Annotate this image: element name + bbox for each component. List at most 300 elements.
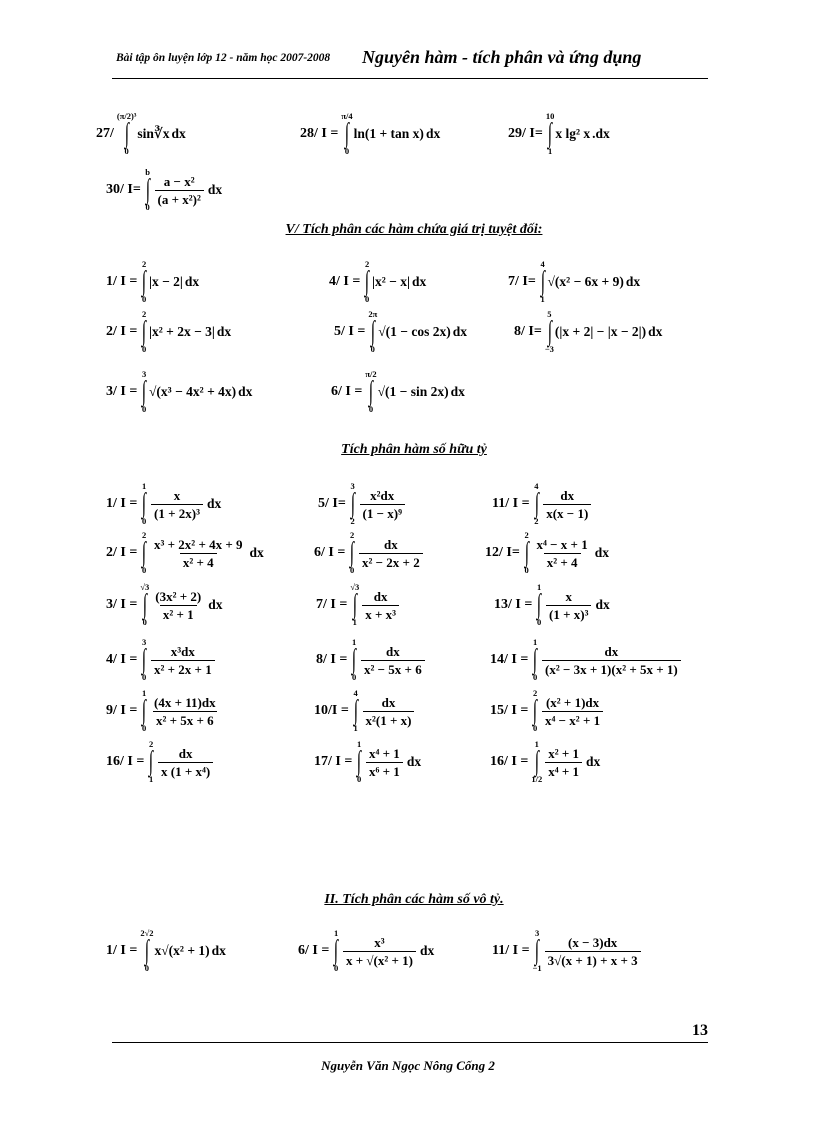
exercise-label: 8/ I= bbox=[514, 324, 542, 339]
fraction bbox=[362, 589, 399, 622]
exercise-label: 16/ I = bbox=[106, 754, 145, 769]
numerator: x⁴ + 1 bbox=[369, 745, 400, 761]
denominator: x + x³ bbox=[362, 605, 399, 622]
integral-exercise bbox=[490, 638, 683, 682]
differential: dx bbox=[249, 545, 264, 560]
integral-exercise bbox=[318, 482, 407, 526]
integral-symbol: ∫ bbox=[534, 488, 539, 519]
integral-symbol: ∫ bbox=[144, 935, 150, 966]
integral-sign bbox=[350, 638, 358, 682]
integral-symbol: ∫ bbox=[368, 376, 374, 407]
exercise-label: 15/ I = bbox=[490, 703, 529, 718]
integral-sign bbox=[140, 638, 148, 682]
lower-limit: 0 bbox=[144, 963, 150, 973]
upper-limit: 1 bbox=[142, 481, 147, 491]
integral-symbol: ∫ bbox=[142, 695, 147, 726]
integral-sign bbox=[365, 370, 376, 414]
differential: dx bbox=[238, 384, 253, 399]
integrand: √(x³ − 4x² + 4x) bbox=[149, 384, 237, 399]
integral-symbol: ∫ bbox=[547, 118, 553, 149]
integral-sign bbox=[523, 531, 531, 575]
upper-limit: 3 bbox=[350, 481, 355, 491]
exercise-label: 2/ I = bbox=[106, 324, 138, 339]
integrand: |x² + 2x − 3| bbox=[149, 324, 215, 339]
upper-limit: 2 bbox=[533, 688, 538, 698]
differential: dx bbox=[420, 943, 435, 958]
integrand: |x − 2| bbox=[149, 274, 183, 289]
upper-limit: 1 bbox=[357, 739, 362, 749]
integral-symbol: ∫ bbox=[540, 266, 545, 297]
lower-limit: 0 bbox=[142, 344, 147, 354]
page-number: 13 bbox=[692, 1022, 708, 1039]
lower-limit: 0 bbox=[142, 404, 147, 414]
exercise-label: 16/ I = bbox=[490, 754, 529, 769]
denominator: (x² − 3x + 1)(x² + 5x + 1) bbox=[542, 660, 681, 677]
numerator: x bbox=[565, 588, 572, 604]
numerator: (x − 3)dx bbox=[568, 934, 618, 950]
denominator: x² − 5x + 6 bbox=[361, 660, 425, 677]
lower-limit: 0 bbox=[145, 202, 150, 212]
differential: dx bbox=[411, 274, 427, 289]
exercise-label: 4/ I = bbox=[329, 274, 361, 289]
differential: dx bbox=[595, 597, 610, 612]
exercise-label: 2/ I = bbox=[106, 545, 138, 560]
integral-symbol: ∫ bbox=[142, 644, 147, 675]
integral-sign bbox=[140, 370, 148, 414]
exercise-label: 10/I = bbox=[314, 703, 349, 718]
denominator: x⁴ + 1 bbox=[545, 762, 582, 779]
integral-exercise bbox=[106, 638, 217, 682]
exercise-label: 11/ I = bbox=[492, 496, 530, 511]
upper-limit: √3 bbox=[350, 582, 360, 592]
integrand: |x² − x| bbox=[372, 274, 410, 289]
integral-symbol: ∫ bbox=[524, 537, 529, 568]
exercise-label: 4/ I = bbox=[106, 652, 138, 667]
lower-limit: 0 bbox=[142, 617, 147, 627]
fraction bbox=[366, 746, 403, 779]
integral-sign bbox=[539, 260, 547, 304]
denominator: x²(1 + x) bbox=[363, 711, 415, 728]
upper-limit: 1 bbox=[334, 928, 339, 938]
exercise-label: 6/ I = bbox=[314, 545, 346, 560]
integral-exercise bbox=[490, 689, 605, 733]
integral-symbol: ∫ bbox=[142, 266, 147, 297]
differential: dx bbox=[216, 324, 232, 339]
differential: dx bbox=[625, 274, 641, 289]
footer-rule bbox=[112, 1042, 708, 1043]
upper-limit: 2√2 bbox=[140, 928, 154, 938]
integral-sign bbox=[350, 583, 359, 627]
differential: dx bbox=[206, 496, 222, 511]
footer-author: Nguyễn Văn Ngọc Nông Cống 2 bbox=[321, 1058, 495, 1073]
fraction bbox=[152, 589, 204, 622]
integral-sign bbox=[352, 689, 360, 733]
integrand: sin∛x bbox=[137, 126, 170, 141]
integral-exercise bbox=[508, 112, 610, 156]
denominator: (1 + 2x)³ bbox=[151, 504, 203, 521]
integral-sign bbox=[531, 689, 539, 733]
lower-limit: 1 bbox=[149, 774, 154, 784]
lower-limit: 0 bbox=[142, 294, 147, 304]
denominator: x(x − 1) bbox=[543, 504, 591, 521]
upper-limit: 2π bbox=[368, 309, 378, 319]
integral-symbol: ∫ bbox=[145, 174, 150, 205]
numerator: dx bbox=[604, 643, 619, 659]
numerator: dx bbox=[560, 487, 575, 503]
exercise-label: 9/ I = bbox=[106, 703, 138, 718]
fraction bbox=[151, 695, 219, 728]
lower-limit: −1 bbox=[532, 963, 542, 973]
integral-symbol: ∫ bbox=[353, 695, 358, 726]
denominator: x² + 4 bbox=[544, 553, 581, 570]
exercise-label: 13/ I = bbox=[494, 597, 533, 612]
numerator: a − x² bbox=[163, 173, 195, 189]
integral-sign bbox=[531, 638, 539, 682]
upper-limit: 1 bbox=[352, 637, 357, 647]
lower-limit: 0 bbox=[142, 723, 147, 733]
upper-limit: 3 bbox=[534, 928, 540, 938]
exercise-label: 30/ I= bbox=[106, 182, 141, 197]
upper-limit: 1 bbox=[534, 739, 539, 749]
integral-exercise bbox=[492, 929, 643, 973]
integral-exercise bbox=[492, 482, 593, 526]
lower-limit: 2 bbox=[350, 516, 355, 526]
fraction bbox=[542, 644, 681, 677]
integral-exercise bbox=[106, 482, 221, 526]
fraction bbox=[543, 488, 591, 521]
lower-limit: 0 bbox=[344, 146, 350, 156]
integral-symbol: ∫ bbox=[547, 316, 552, 347]
integral-sign bbox=[140, 482, 148, 526]
section-title-absolute: V/ Tích phân các hàm chứa giá trị tuyệt đối: bbox=[285, 222, 543, 237]
upper-limit: 4 bbox=[534, 481, 539, 491]
upper-limit: 3 bbox=[142, 637, 147, 647]
numerator: x bbox=[173, 487, 181, 503]
integral-exercise bbox=[106, 531, 264, 575]
fraction bbox=[361, 644, 425, 677]
integrand: (|x + 2| − |x − 2|) bbox=[554, 324, 647, 339]
lower-limit: 0 bbox=[334, 963, 339, 973]
denominator: x⁴ − x² + 1 bbox=[542, 711, 603, 728]
integral-exercise bbox=[490, 740, 600, 784]
lower-limit: 0 bbox=[350, 565, 355, 575]
denominator: x² + 5x + 6 bbox=[153, 711, 217, 728]
integral-exercise bbox=[106, 689, 221, 733]
integral-sign bbox=[355, 740, 363, 784]
upper-limit: (π/2)³ bbox=[116, 111, 137, 121]
lower-limit: 0 bbox=[142, 672, 147, 682]
exercise-label: 7/ I= bbox=[508, 274, 536, 289]
fraction bbox=[151, 644, 215, 677]
integral-sign bbox=[140, 929, 153, 973]
lower-limit: 0 bbox=[533, 723, 538, 733]
integral-symbol: ∫ bbox=[124, 118, 129, 149]
denominator: 3√(x + 1) + x + 3 bbox=[545, 951, 641, 968]
numerator: (x² + 1)dx bbox=[545, 694, 600, 710]
integral-sign bbox=[368, 310, 377, 354]
lower-limit: 0 bbox=[352, 672, 357, 682]
upper-limit: 5 bbox=[547, 309, 552, 319]
differential: dx bbox=[184, 274, 200, 289]
integral-symbol: ∫ bbox=[334, 935, 339, 966]
integral-exercise bbox=[494, 583, 610, 627]
differential: dx bbox=[208, 597, 223, 612]
integrand: ln(1 + tan x) bbox=[353, 126, 424, 141]
upper-limit: √3 bbox=[140, 582, 150, 592]
fraction bbox=[545, 935, 641, 968]
upper-limit: 1 bbox=[533, 637, 538, 647]
integral-symbol: ∫ bbox=[352, 644, 357, 675]
integral-symbol: ∫ bbox=[142, 488, 147, 519]
integral-exercise bbox=[314, 740, 421, 784]
lower-limit: 0 bbox=[142, 565, 147, 575]
integral-symbol: ∫ bbox=[357, 746, 362, 777]
denominator: (a + x²)² bbox=[155, 190, 204, 207]
integral-sign bbox=[349, 482, 357, 526]
integral-exercise bbox=[106, 168, 222, 212]
integral-exercise bbox=[298, 929, 434, 973]
integral-exercise bbox=[316, 583, 401, 627]
fraction bbox=[151, 488, 203, 521]
upper-limit: 10 bbox=[545, 111, 555, 121]
lower-limit: 1 bbox=[353, 723, 358, 733]
integral-sign bbox=[140, 260, 148, 304]
exercise-label: 7/ I = bbox=[316, 597, 348, 612]
integral-sign bbox=[140, 689, 148, 733]
integral-sign bbox=[546, 112, 555, 156]
upper-limit: 3 bbox=[142, 369, 147, 379]
numerator: x³ + 2x² + 4x + 9 bbox=[154, 536, 243, 552]
exercise-label: 3/ I = bbox=[106, 384, 138, 399]
integral-sign bbox=[533, 929, 542, 973]
integral-symbol: ∫ bbox=[142, 589, 147, 620]
lower-limit: 0 bbox=[357, 774, 362, 784]
lower-limit: 1 bbox=[352, 617, 357, 627]
numerator: dx bbox=[383, 536, 398, 552]
integral-sign bbox=[140, 310, 148, 354]
integral-exercise bbox=[514, 310, 662, 354]
upper-limit: 1 bbox=[537, 582, 542, 592]
integral-symbol: ∫ bbox=[350, 488, 355, 519]
fraction bbox=[542, 695, 603, 728]
integral-exercise bbox=[314, 689, 416, 733]
denominator: x² + 1 bbox=[160, 605, 197, 622]
fraction bbox=[343, 935, 416, 968]
lower-limit: 1 bbox=[547, 146, 553, 156]
upper-limit: b bbox=[145, 167, 151, 177]
exercise-label: 6/ I = bbox=[331, 384, 363, 399]
upper-limit: 1 bbox=[142, 688, 147, 698]
differential: dx bbox=[425, 126, 441, 141]
numerator: dx bbox=[373, 588, 388, 604]
fraction bbox=[360, 488, 405, 521]
lower-limit: −3 bbox=[544, 344, 554, 354]
exercise-label: 1/ I = bbox=[106, 274, 138, 289]
fraction bbox=[151, 537, 246, 570]
upper-limit: 2 bbox=[142, 309, 147, 319]
upper-limit: π/4 bbox=[341, 111, 353, 121]
fraction bbox=[546, 589, 591, 622]
fraction bbox=[534, 537, 591, 570]
integral-symbol: ∫ bbox=[365, 266, 370, 297]
integral-symbol: ∫ bbox=[142, 316, 147, 347]
integral-exercise bbox=[314, 531, 425, 575]
integral-sign bbox=[341, 112, 352, 156]
integral-sign bbox=[117, 112, 136, 156]
exercise-label: 5/ I= bbox=[318, 496, 346, 511]
integral-sign bbox=[533, 482, 541, 526]
integral-exercise bbox=[106, 740, 215, 784]
integral-exercise bbox=[106, 370, 252, 414]
numerator: dx bbox=[178, 745, 193, 761]
denominator: x (1 + x⁴) bbox=[158, 762, 213, 779]
differential: .dx bbox=[592, 126, 610, 141]
fraction bbox=[359, 537, 423, 570]
differential: dx bbox=[450, 384, 465, 399]
denominator: x² + 4 bbox=[180, 553, 217, 570]
integral-exercise bbox=[106, 583, 222, 627]
exercise-label: 5/ I = bbox=[334, 324, 366, 339]
exercise-label: 3/ I = bbox=[106, 597, 138, 612]
integrand: x lg² x bbox=[555, 126, 591, 141]
numerator: x⁴ − x + 1 bbox=[536, 536, 588, 552]
upper-limit: 2 bbox=[142, 530, 147, 540]
integral-symbol: ∫ bbox=[142, 376, 147, 407]
fraction bbox=[363, 695, 415, 728]
integral-sign bbox=[140, 583, 149, 627]
integral-exercise bbox=[96, 112, 186, 156]
exercise-label: 17/ I = bbox=[314, 754, 353, 769]
integral-sign bbox=[535, 583, 543, 627]
integral-exercise bbox=[334, 310, 467, 354]
integral-exercise bbox=[508, 260, 640, 304]
numerator: x³dx bbox=[170, 643, 195, 659]
integral-symbol: ∫ bbox=[352, 589, 357, 620]
integral-sign bbox=[332, 929, 340, 973]
numerator: x² + 1 bbox=[548, 745, 580, 761]
denominator: x² + 2x + 1 bbox=[151, 660, 215, 677]
exercise-label: 6/ I = bbox=[298, 943, 330, 958]
integrand: √(1 − sin 2x) bbox=[377, 384, 449, 399]
exercise-label: 29/ I= bbox=[508, 126, 543, 141]
lower-limit: 0 bbox=[368, 404, 374, 414]
integral-sign bbox=[363, 260, 371, 304]
exercise-label: 27/ bbox=[96, 126, 114, 141]
integral-symbol: ∫ bbox=[142, 537, 147, 568]
integral-sign bbox=[348, 531, 356, 575]
lower-limit: 0 bbox=[533, 672, 538, 682]
denominator: x² − 2x + 2 bbox=[359, 553, 423, 570]
integral-sign bbox=[140, 531, 148, 575]
numerator: x³ bbox=[374, 934, 385, 950]
integral-exercise bbox=[329, 260, 426, 304]
integral-symbol: ∫ bbox=[350, 537, 355, 568]
lower-limit: 0 bbox=[142, 516, 147, 526]
differential: dx bbox=[406, 754, 422, 769]
denominator: (1 + x)³ bbox=[546, 605, 591, 622]
numerator: x²dx bbox=[370, 487, 395, 503]
denominator: x⁶ + 1 bbox=[366, 762, 403, 779]
differential: dx bbox=[586, 754, 601, 769]
exercise-label: 12/ I= bbox=[485, 545, 520, 560]
integral-sign bbox=[545, 310, 554, 354]
integrand: √(x² − 6x + 9) bbox=[547, 274, 624, 289]
lower-limit: 0 bbox=[365, 294, 370, 304]
exercise-label: 11/ I = bbox=[492, 943, 530, 958]
lower-limit: 1/2 bbox=[531, 774, 543, 784]
section-title-rational: Tích phân hàm số hữu tỷ bbox=[341, 442, 487, 457]
integral-symbol: ∫ bbox=[533, 695, 538, 726]
lower-limit: 2 bbox=[534, 516, 539, 526]
fraction bbox=[158, 746, 213, 779]
header-rule bbox=[112, 78, 708, 79]
integral-sign bbox=[147, 740, 155, 784]
numerator: dx bbox=[381, 694, 396, 710]
integral-sign bbox=[144, 168, 152, 212]
exercise-label: 1/ I = bbox=[106, 496, 138, 511]
lower-limit: 0 bbox=[524, 565, 529, 575]
header-topic: Nguyên hàm - tích phân và ứng dụng bbox=[362, 47, 642, 67]
integral-symbol: ∫ bbox=[370, 316, 375, 347]
header-course: Bài tập ôn luyện lớp 12 - năm học 2007-2008 bbox=[116, 52, 331, 64]
fraction bbox=[545, 746, 582, 779]
numerator: (3x² + 2) bbox=[155, 588, 202, 604]
section-title-irrational: II. Tích phân các hàm số vô tỷ. bbox=[324, 892, 504, 907]
integral-exercise bbox=[316, 638, 427, 682]
integral-exercise bbox=[300, 112, 440, 156]
integral-symbol: ∫ bbox=[537, 589, 542, 620]
upper-limit: 4 bbox=[540, 259, 545, 269]
upper-limit: 2 bbox=[365, 259, 370, 269]
integral-symbol: ∫ bbox=[149, 746, 154, 777]
lower-limit: 0 bbox=[124, 146, 129, 156]
upper-limit: 2 bbox=[142, 259, 147, 269]
integral-symbol: ∫ bbox=[534, 935, 540, 966]
upper-limit: 2 bbox=[524, 530, 529, 540]
integrand: √(1 − cos 2x) bbox=[378, 324, 451, 339]
denominator: (1 − x)⁹ bbox=[360, 504, 405, 521]
integral-exercise bbox=[106, 310, 231, 354]
exercise-label: 1/ I = bbox=[106, 943, 138, 958]
integrand: x√(x² + 1) bbox=[154, 943, 210, 958]
numerator: dx bbox=[385, 643, 400, 659]
exercise-label: 8/ I = bbox=[316, 652, 348, 667]
differential: dx bbox=[452, 324, 467, 339]
denominator: x + √(x² + 1) bbox=[343, 951, 416, 968]
integral-exercise bbox=[331, 370, 465, 414]
integral-sign bbox=[531, 740, 542, 784]
differential: dx bbox=[648, 324, 663, 339]
lower-limit: 1 bbox=[540, 294, 545, 304]
integral-exercise bbox=[485, 531, 609, 575]
lower-limit: 0 bbox=[370, 344, 375, 354]
lower-limit: 0 bbox=[537, 617, 542, 627]
integral-exercise bbox=[106, 929, 226, 973]
exercise-label: 28/ I = bbox=[300, 126, 339, 141]
upper-limit: 2 bbox=[350, 530, 355, 540]
differential: dx bbox=[171, 126, 186, 141]
upper-limit: π/2 bbox=[365, 369, 377, 379]
fraction bbox=[155, 174, 204, 207]
integral-symbol: ∫ bbox=[344, 118, 350, 149]
numerator: (4x + 11)dx bbox=[154, 694, 216, 710]
differential: dx bbox=[594, 545, 609, 560]
exercise-label: 14/ I = bbox=[490, 652, 529, 667]
differential: dx bbox=[207, 182, 223, 197]
integral-symbol: ∫ bbox=[533, 644, 538, 675]
differential: dx bbox=[211, 943, 226, 958]
integral-exercise bbox=[106, 260, 199, 304]
